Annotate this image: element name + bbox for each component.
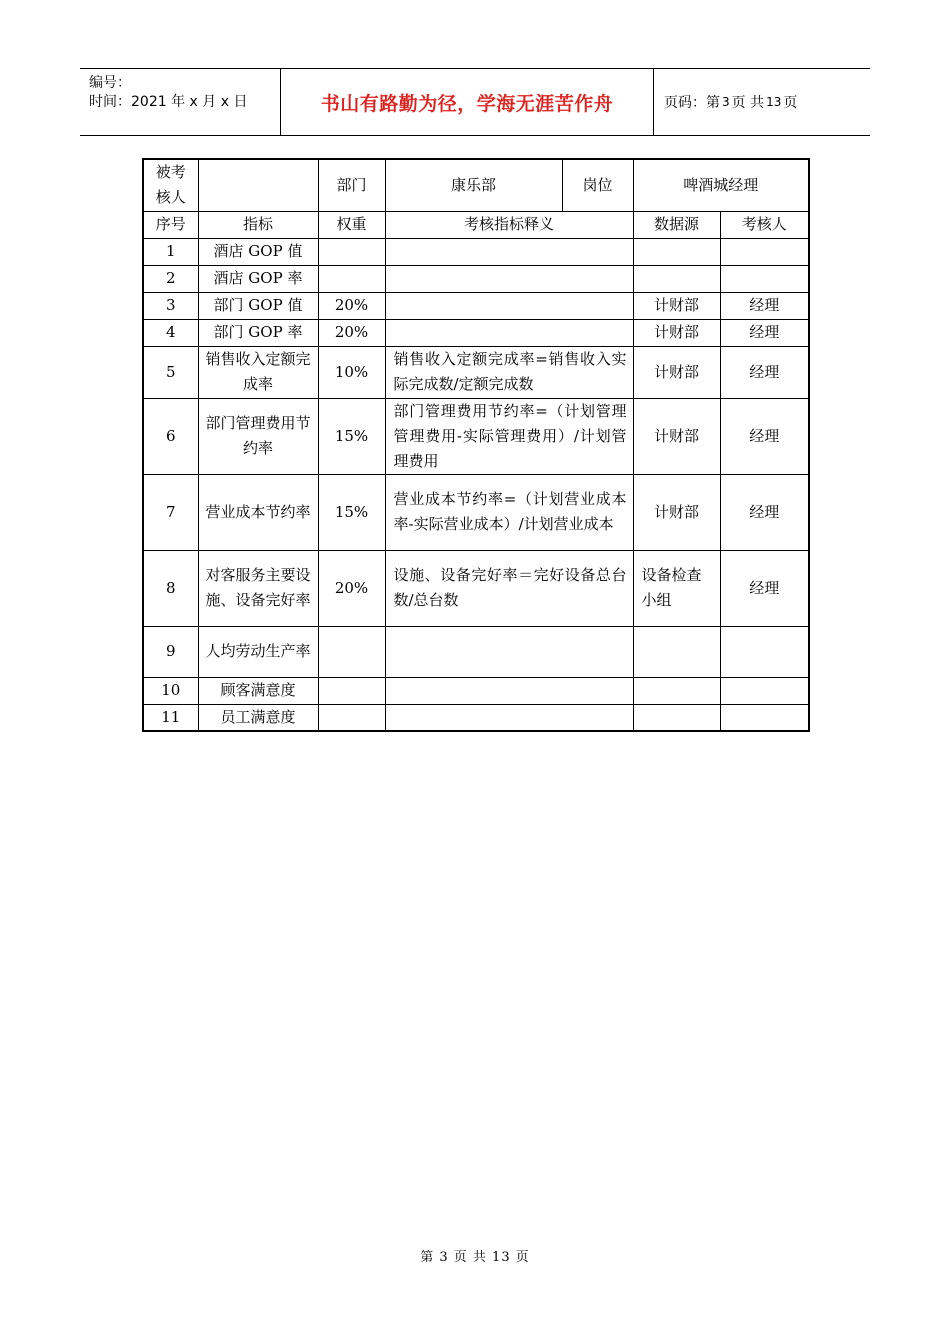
- row-source: [633, 677, 720, 704]
- page-header: [80, 68, 870, 136]
- row-weight: [318, 677, 385, 704]
- row-assessor: 经理: [720, 292, 809, 319]
- row-source: 计财部: [633, 346, 720, 398]
- row-weight: [318, 626, 385, 677]
- row-no: 7: [143, 474, 198, 550]
- row-source: 计财部: [633, 292, 720, 319]
- row-source: [633, 626, 720, 677]
- row-assessor: 经理: [720, 319, 809, 346]
- row-no: 9: [143, 626, 198, 677]
- row-no: 6: [143, 398, 198, 474]
- table-row: [143, 238, 809, 265]
- column-header-source: 数据源: [633, 211, 720, 238]
- row-indicator: 部门 GOP 值: [198, 292, 318, 319]
- row-definition: [385, 292, 633, 319]
- row-no: 2: [143, 265, 198, 292]
- header-page-number: [654, 69, 870, 135]
- table-row: [143, 626, 809, 677]
- document-time-label: 时间：2021 年 x 月 x 日: [89, 94, 248, 110]
- post-value: 啤酒城经理: [633, 159, 809, 211]
- column-header-no: 序号: [143, 211, 198, 238]
- page-prefix: 页码：第: [664, 95, 720, 111]
- row-weight: 10%: [318, 346, 385, 398]
- row-assessor: 经理: [720, 474, 809, 550]
- row-no: 10: [143, 677, 198, 704]
- row-source: 设备检查小组: [633, 550, 720, 626]
- kpi-assessment-table: [142, 158, 810, 732]
- page-mid: 页 共: [731, 95, 765, 111]
- table-row: [143, 319, 809, 346]
- table-row: [143, 677, 809, 704]
- row-no: 4: [143, 319, 198, 346]
- row-source: 计财部: [633, 474, 720, 550]
- table-row: [143, 292, 809, 319]
- row-weight: 20%: [318, 292, 385, 319]
- row-indicator: 部门 GOP 率: [198, 319, 318, 346]
- row-definition: 销售收入定额完成率=销售收入实际完成数/定额完成数: [385, 346, 633, 398]
- row-assessor: [720, 626, 809, 677]
- row-definition: [385, 265, 633, 292]
- row-assessor: [720, 238, 809, 265]
- row-indicator: 人均劳动生产率: [198, 626, 318, 677]
- row-assessor: 经理: [720, 398, 809, 474]
- row-assessor: 经理: [720, 550, 809, 626]
- column-header-assessor: 考核人: [720, 211, 809, 238]
- table-row: [143, 550, 809, 626]
- row-assessor: 经理: [720, 346, 809, 398]
- document-code-label: 编号：: [89, 75, 131, 91]
- examinee-label: 被考核人: [143, 159, 198, 211]
- column-header-row: [143, 211, 809, 238]
- row-weight: [318, 704, 385, 731]
- header-meta: [80, 69, 281, 135]
- row-source: [633, 265, 720, 292]
- row-assessor: [720, 265, 809, 292]
- department-label: 部门: [318, 159, 385, 211]
- row-weight: 15%: [318, 474, 385, 550]
- row-definition: [385, 677, 633, 704]
- row-assessor: [720, 677, 809, 704]
- row-no: 5: [143, 346, 198, 398]
- post-label: 岗位: [562, 159, 633, 211]
- row-no: 11: [143, 704, 198, 731]
- row-no: 8: [143, 550, 198, 626]
- row-indicator: 部门管理费用节约率: [198, 398, 318, 474]
- row-indicator: 酒店 GOP 值: [198, 238, 318, 265]
- page-total: 13: [766, 95, 782, 109]
- row-source: [633, 238, 720, 265]
- department-value: 康乐部: [385, 159, 562, 211]
- row-definition: [385, 704, 633, 731]
- row-indicator: 顾客满意度: [198, 677, 318, 704]
- table-row: [143, 398, 809, 474]
- table-row: [143, 704, 809, 731]
- row-source: [633, 704, 720, 731]
- row-indicator: 员工满意度: [198, 704, 318, 731]
- table-row: [143, 474, 809, 550]
- row-no: 1: [143, 238, 198, 265]
- row-weight: 20%: [318, 550, 385, 626]
- row-source: 计财部: [633, 398, 720, 474]
- row-no: 3: [143, 292, 198, 319]
- row-indicator: 销售收入定额完成率: [198, 346, 318, 398]
- row-indicator: 营业成本节约率: [198, 474, 318, 550]
- page-suffix: 页: [783, 95, 798, 111]
- table-row: [143, 346, 809, 398]
- row-definition: [385, 319, 633, 346]
- column-header-indicator: 指标: [198, 211, 318, 238]
- row-assessor: [720, 704, 809, 731]
- row-weight: [318, 265, 385, 292]
- row-definition: [385, 626, 633, 677]
- row-source: 计财部: [633, 319, 720, 346]
- row-weight: 15%: [318, 398, 385, 474]
- row-indicator: 酒店 GOP 率: [198, 265, 318, 292]
- row-definition: [385, 238, 633, 265]
- header-motto: 书山有路勤为径，学海无涯苦作舟: [281, 69, 654, 135]
- info-row: [143, 159, 809, 211]
- row-definition: 营业成本节约率=（计划营业成本率-实际营业成本）/计划营业成本: [385, 474, 633, 550]
- row-indicator: 对客服务主要设施、设备完好率: [198, 550, 318, 626]
- examinee-value: [198, 159, 318, 211]
- page-footer: 第 3 页 共 13 页: [420, 1250, 530, 1265]
- row-definition: 设施、设备完好率＝完好设备总台数/总台数: [385, 550, 633, 626]
- column-header-definition: 考核指标释义: [385, 211, 633, 238]
- row-weight: [318, 238, 385, 265]
- column-header-weight: 权重: [318, 211, 385, 238]
- row-weight: 20%: [318, 319, 385, 346]
- row-definition: 部门管理费用节约率=（计划管理管理费用-实际管理费用）/计划管理费用: [385, 398, 633, 474]
- page-current: 3: [722, 95, 730, 109]
- table-row: [143, 265, 809, 292]
